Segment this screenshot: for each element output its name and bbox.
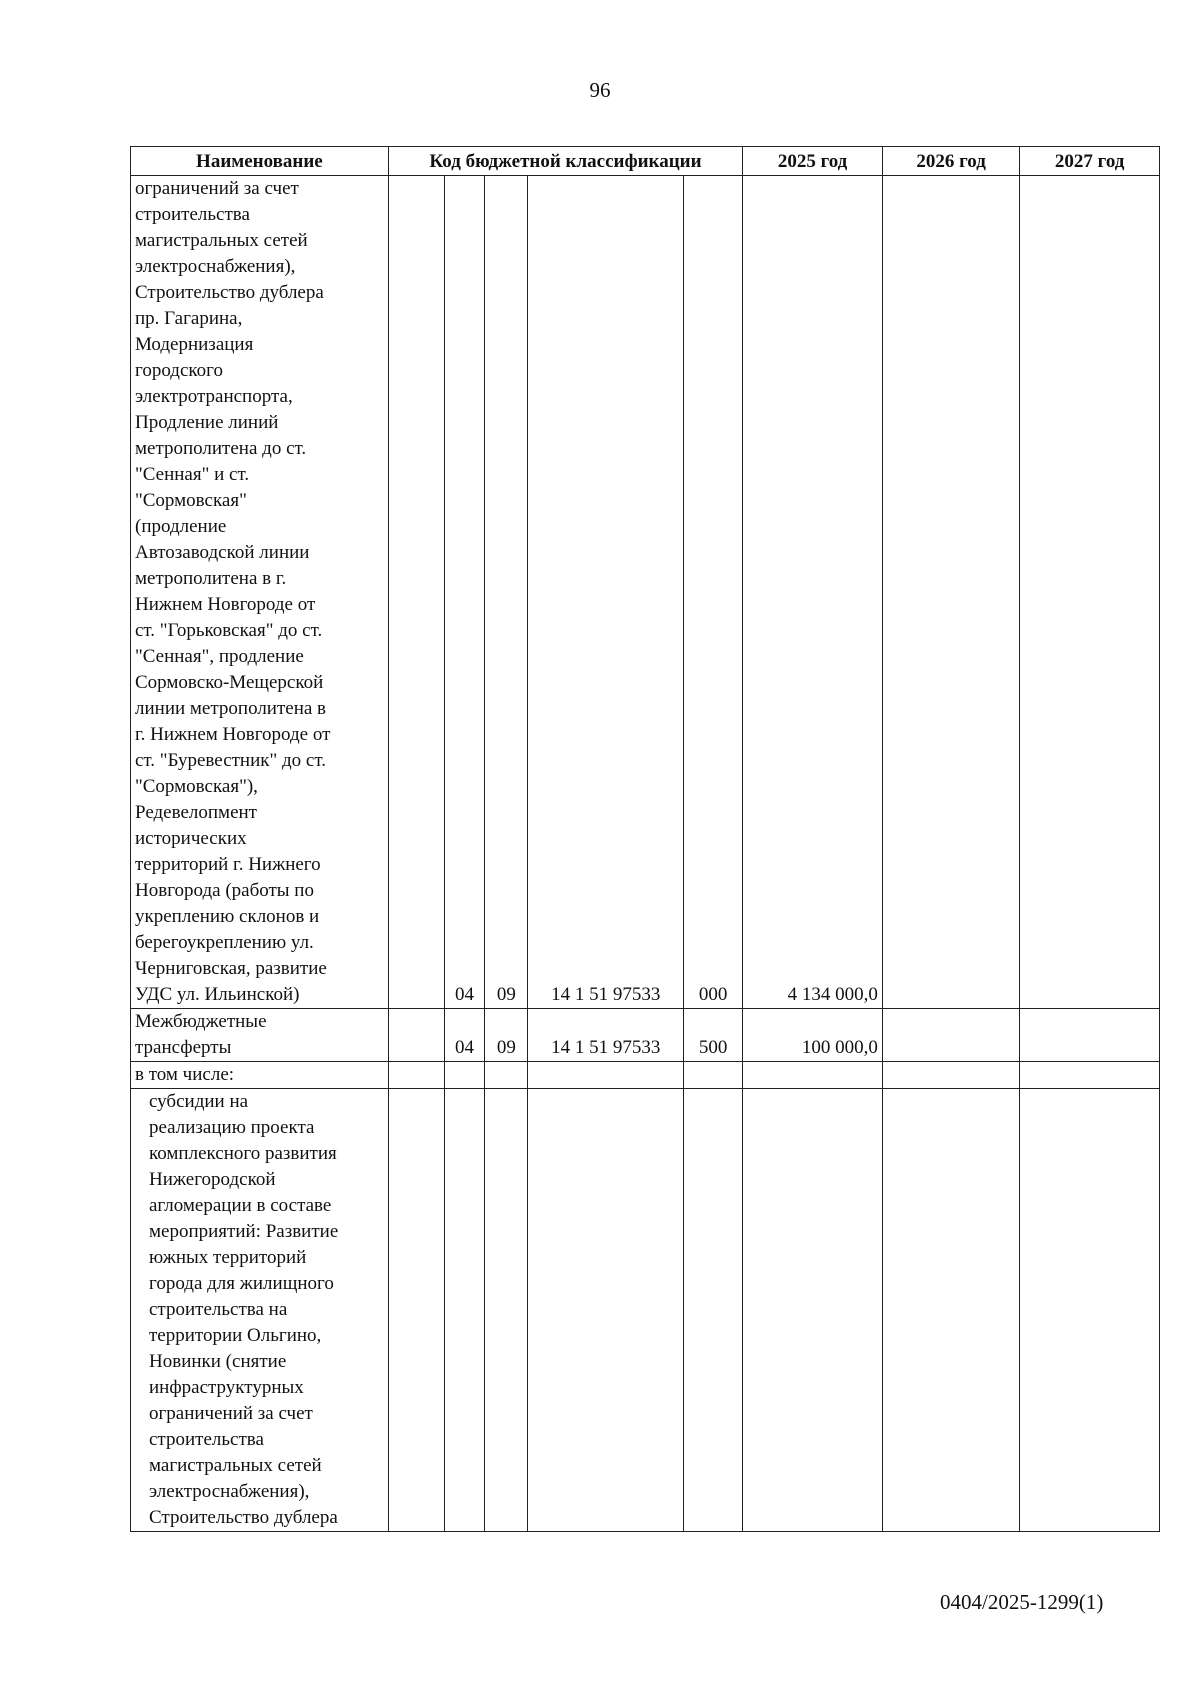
target-code-cell [528, 1062, 684, 1089]
row-name-line: Черниговская, развитие [135, 958, 327, 979]
document-number: 0404/2025-1299(1) [940, 1590, 1104, 1614]
row-name-line: агломерации в составе [149, 1195, 332, 1216]
row-name-line: ограничений за счет [135, 178, 299, 199]
row-name-cell [131, 1062, 389, 1089]
table-header-row [131, 147, 1160, 176]
row-name-line: ограничений за счет [149, 1403, 313, 1424]
amount-2026-cell [882, 176, 1019, 1009]
target-code-cell: 14 1 51 97533 [528, 1009, 684, 1062]
row-name-line: Нижегородской [149, 1169, 276, 1190]
amount-2026-cell [882, 1009, 1019, 1062]
subsection-code-cell [485, 1062, 528, 1089]
table-row [131, 1062, 1160, 1089]
row-name-line: электроснабжения), [149, 1481, 310, 1502]
code-part-1-cell [388, 1062, 444, 1089]
row-name-line: пр. Гагарина, [135, 308, 243, 329]
row-name-line: Строительство дублера [149, 1507, 338, 1528]
subsection-code-cell [485, 1089, 528, 1532]
row-name-line: "Сенная", продление [135, 646, 304, 667]
budget-table [130, 146, 1160, 1532]
amount-2026-cell [882, 1089, 1019, 1532]
row-name-line: ст. "Буревестник" до ст. [135, 750, 326, 771]
code-part-1-cell [388, 1089, 444, 1532]
subsection-code-cell: 09 [485, 176, 528, 1009]
row-name-line: строительства [135, 204, 250, 225]
amount-2025-cell [743, 1089, 883, 1532]
amount-2027-cell [1020, 1062, 1160, 1089]
row-name-line: Новинки (снятие [149, 1351, 287, 1372]
row-name-cell [131, 176, 389, 1009]
row-name-line: Строительство дублера [135, 282, 324, 303]
row-name-line: Нижнем Новгороде от [135, 594, 316, 615]
row-name-line: УДС ул. Ильинской) [135, 984, 300, 1005]
header-name: Наименование [131, 147, 389, 176]
row-name-line: строительства [149, 1429, 264, 1450]
row-name-line: Сормовско-Мещерской [135, 672, 324, 693]
row-name-line: строительства на [149, 1299, 288, 1320]
target-code-cell [528, 1089, 684, 1532]
expense-type-cell [684, 1089, 743, 1532]
row-name-line: Редевелопмент [135, 802, 257, 823]
code-part-1-cell [388, 176, 444, 1009]
row-name-line: берегоукреплению ул. [135, 932, 314, 953]
row-name-line: укреплению склонов и [135, 906, 320, 927]
expense-type-cell: 500 [684, 1009, 743, 1062]
row-name-line: метрополитена до ст. [135, 438, 307, 459]
section-code-cell [444, 1062, 485, 1089]
row-name-line: комплексного развития [149, 1143, 337, 1164]
table-body [131, 176, 1160, 1532]
row-name-line: реализацию проекта [149, 1117, 315, 1138]
row-name-line: г. Нижнем Новгороде от [135, 724, 331, 745]
row-name-line: южных территорий [149, 1247, 307, 1268]
row-name-line: магистральных сетей [135, 230, 308, 251]
row-name-line: Новгорода (работы по [135, 880, 314, 901]
row-name-line: магистральных сетей [149, 1455, 322, 1476]
row-name-line: электротранспорта, [135, 386, 293, 407]
row-name-line: города для жилищного [149, 1273, 334, 1294]
table-row [131, 1009, 1160, 1062]
amount-2025-cell: 4 134 000,0 [743, 176, 883, 1009]
row-name-line: "Сенная" и ст. [135, 464, 250, 485]
header-2025: 2025 год [743, 147, 883, 176]
row-name-line: городского [135, 360, 223, 381]
row-name-line: Автозаводской линии [135, 542, 310, 563]
row-name-line: субсидии на [149, 1091, 249, 1112]
amount-2027-cell [1020, 176, 1160, 1009]
amount-2025-cell [743, 1062, 883, 1089]
row-name-line: мероприятий: Развитие [149, 1221, 339, 1242]
row-name-line: территорий г. Нижнего [135, 854, 321, 875]
amount-2026-cell [882, 1062, 1019, 1089]
row-name-line: Модернизация [135, 334, 254, 355]
row-name-line: (продление [135, 516, 227, 537]
section-code-cell: 04 [444, 176, 485, 1009]
row-name-line: Межбюджетные [135, 1011, 267, 1032]
row-name-line: в том числе: [135, 1064, 235, 1085]
row-name-line: ст. "Горьковская" до ст. [135, 620, 323, 641]
table-row [131, 1089, 1160, 1532]
section-code-cell: 04 [444, 1009, 485, 1062]
row-name-line: электроснабжения), [135, 256, 296, 277]
row-name-line: трансферты [135, 1037, 232, 1058]
row-name-line: метрополитена в г. [135, 568, 287, 589]
row-name-line: Продление линий [135, 412, 279, 433]
row-name-line: территории Ольгино, [149, 1325, 322, 1346]
page-number: 96 [589, 78, 611, 102]
target-code-cell: 14 1 51 97533 [528, 176, 684, 1009]
row-name-line: "Сормовская"), [135, 776, 258, 797]
row-name-line: линии метрополитена в [135, 698, 327, 719]
header-2026: 2026 год [882, 147, 1019, 176]
expense-type-cell: 000 [684, 176, 743, 1009]
expense-type-cell [684, 1062, 743, 1089]
amount-2025-cell: 100 000,0 [743, 1009, 883, 1062]
subsection-code-cell: 09 [485, 1009, 528, 1062]
row-name-cell [131, 1009, 389, 1062]
row-name-line: "Сормовская" [135, 490, 247, 511]
table-row [131, 176, 1160, 1009]
row-name-cell [131, 1089, 389, 1532]
header-2027: 2027 год [1020, 147, 1160, 176]
section-code-cell [444, 1089, 485, 1532]
code-part-1-cell [388, 1009, 444, 1062]
header-code: Код бюджетной классификации [388, 147, 742, 176]
amount-2027-cell [1020, 1009, 1160, 1062]
row-name-line: исторических [135, 828, 247, 849]
amount-2027-cell [1020, 1089, 1160, 1532]
row-name-line: инфраструктурных [149, 1377, 304, 1398]
